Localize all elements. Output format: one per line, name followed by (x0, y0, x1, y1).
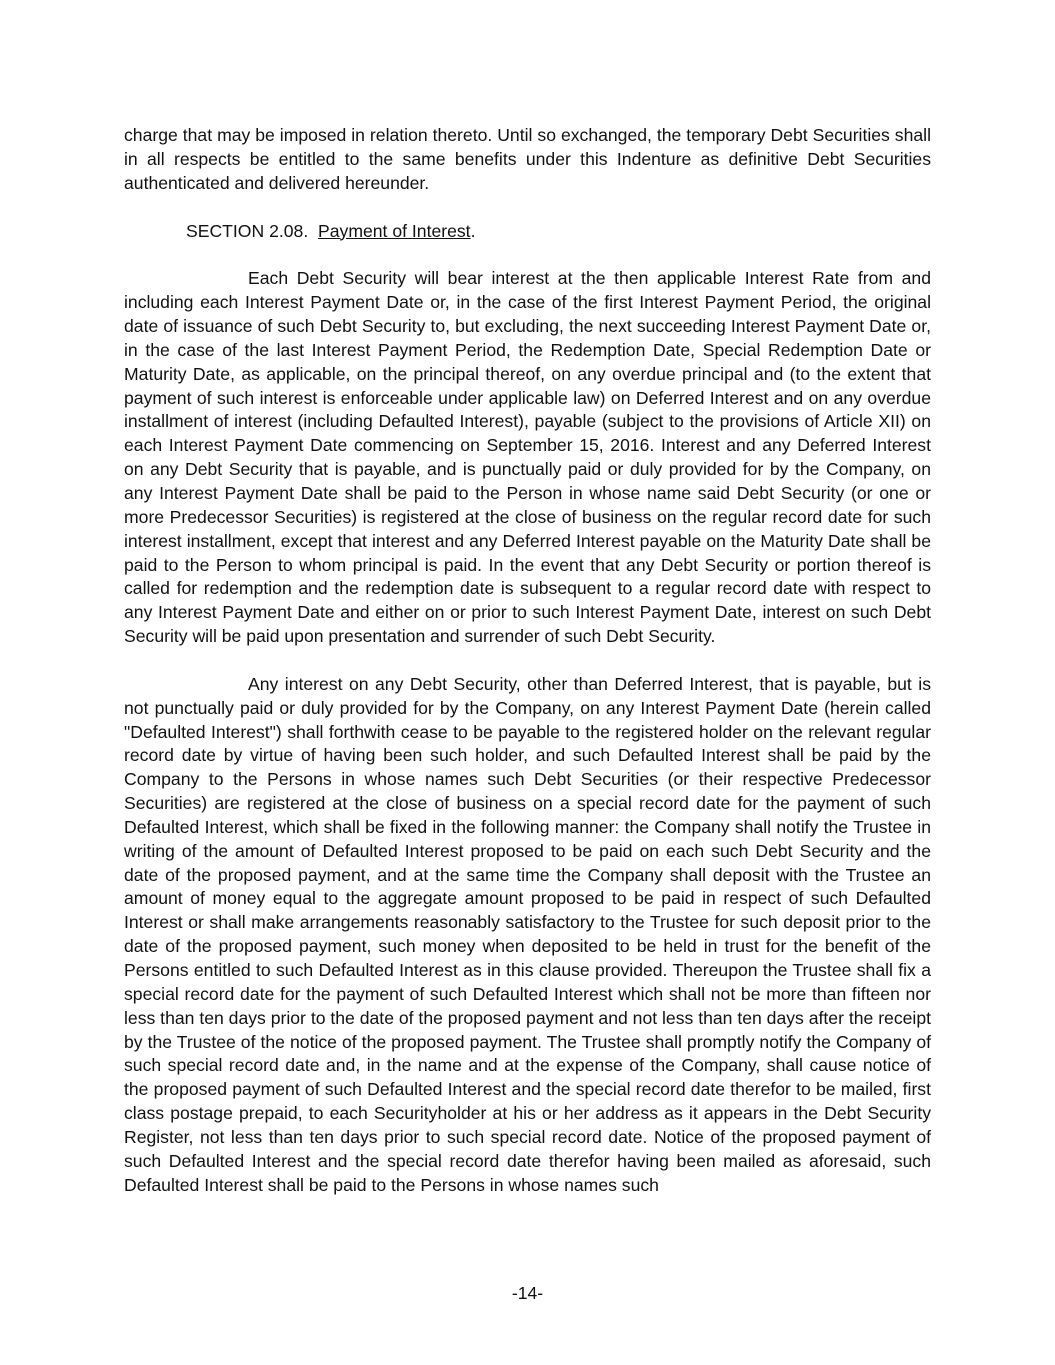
interest-paragraph: Each Debt Security will bear interest at the then applicable Interest Rate from and including each Interest Payment Date or, in the case of the first Interest Payment Period, the original date of issuance of such Debt Security to, but excluding, the next succeeding Interest Payment Date or, in the case of the last Interest Payment Period, the Redemption Date, Special Redemption Date or Maturity Date, as applicable, on the principal thereof, on any overdue principal and (to the extent that payment of such interest is enforceable under applicable law) on Deferred Interest and on any overdue installment of interest (including Defaulted Interest), payable (subject to the provisions of Article XII) on each Interest Payment Date commencing on September 15, 2016. Interest and any Deferred Interest on any Debt Security that is payable, and is punctually paid or duly provided for by the Company, on any Interest Payment Date shall be paid to the Person in whose name said Debt Security (or one or more Predecessor Securities) is registered at the close of business on the regular record date for such interest installment, except that interest and any Deferred Interest payable on the Maturity Date shall be paid to the Person to whom principal is paid. In the event that any Debt Security or portion thereof is called for redemption and the redemption date is subsequent to a regular record date with respect to any Interest Payment Date and either on or prior to such Interest Payment Date, interest on such Debt Security will be paid upon presentation and surrender of such Debt Security. (124, 268, 931, 647)
continuation-paragraph: charge that may be imposed in relation thereto. Until so exchanged, the temporary Debt Securities shall in all respects be entitled to the same benefits under this Indenture as definitive Debt Securities authenticated and delivered hereunder. (124, 125, 931, 193)
section-number: SECTION 2.08. (186, 220, 309, 241)
section-title: Payment of Interest (318, 220, 471, 241)
section-title-punctuation: . (470, 220, 476, 241)
page-number: -14- (511, 1283, 544, 1303)
defaulted-interest-paragraph: Any interest on any Debt Security, other than Deferred Interest, that is payable, but is not punctually paid or duly provided for by the Company, on any Interest Payment Date (herein called "Defaulted Interest") shall forthwith cease to be payable to the registered holder on the relevant regular record date by virtue of having been such holder, and such Defaulted Interest shall be paid by the Company to the Persons in whose names such Debt Securities (or their respective Predecessor Securities) are registered at the close of business on a special record date for the payment of such Defaulted Interest, which shall be fixed in the following manner: the Company shall notify the Trustee in writing of the amount of Defaulted Interest proposed to be paid on each such Debt Security and the date of the proposed payment, and at the same time the Company shall deposit with the Trustee an amount of money equal to the aggregate amount proposed to be paid in respect of such Defaulted Interest or shall make arrangements reasonably satisfactory to the Trustee for such deposit prior to the date of the proposed payment, such money when deposited to be held in trust for the benefit of the Persons entitled to such Defaulted Interest as in this clause provided. Thereupon the Trustee shall fix a special record date for the payment of such Defaulted Interest which shall not be more than fifteen nor less than ten days prior to the date of the proposed payment and not less than ten days after the receipt by the Trustee of the notice of the proposed payment. The Trustee shall promptly notify the Company of such special record date and, in the name and at the expense of the Company, shall cause notice of the proposed payment of such Defaulted Interest and the special record date therefor to be mailed, first class postage prepaid, to each Securityholder at his or her address as it appears in the Debt Security Register, not less than ten days prior to such special record date. Notice of the proposed payment of such Defaulted Interest and the special record date therefor having been mailed as aforesaid, such Defaulted Interest shall be paid to the Persons in whose names such (124, 673, 931, 1195)
document-page (124, 124, 931, 1197)
section-heading (124, 220, 931, 244)
